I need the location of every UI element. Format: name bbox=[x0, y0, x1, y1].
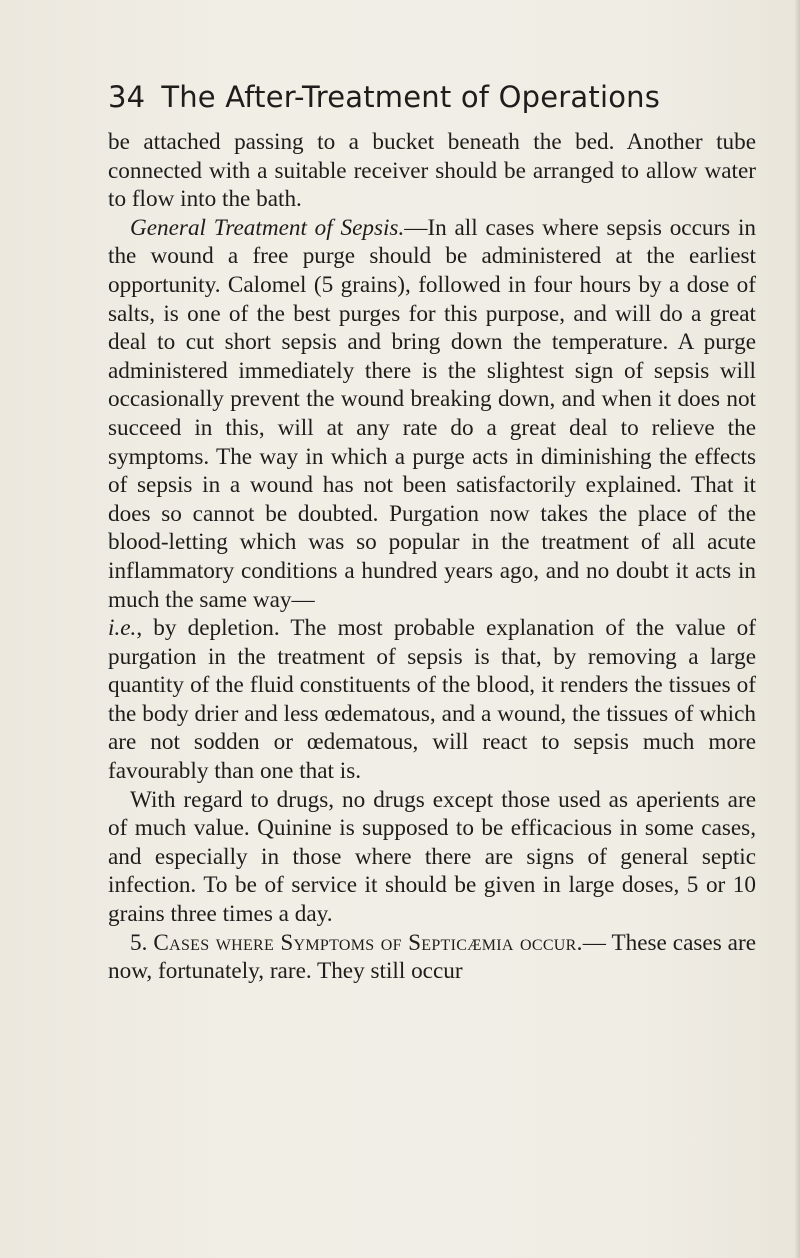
section-number: 5. bbox=[130, 929, 148, 956]
paragraph-text: — These cases are now, fortunately, rare. They still occur bbox=[108, 929, 756, 985]
section-heading-general-treatment: General Treatment of Sepsis. bbox=[130, 214, 405, 241]
paragraph-text-tail: , by depletion. The most probable explanation of the value of purgation in the treatment of sepsis is that, by removing a large quantity of the fluid constituents of the blood, it renders the tissues of the body drier and less œdematous, and a wound, the tissues of which are not sodden or œdematous, will react to sepsis much more favourably than one that is. bbox=[108, 615, 756, 785]
paragraph-continuation: be attached passing to a bucket beneath the bed. Another tube connected with a suitable receiver should be arranged to allow water to flow into the bath. bbox=[108, 129, 756, 213]
paragraph-general-treatment bbox=[108, 214, 756, 786]
abbreviation-ie: i.e. bbox=[108, 615, 137, 642]
paragraph-drugs: With regard to drugs, no drugs except those used as aperients are of much value. Quinine is supposed to be efficacious in some cases, and especially in those where there are signs of general septic infection. To be of service it should be given in large doses, 5 or 10 grains three times a day. bbox=[108, 786, 756, 928]
page-body bbox=[108, 128, 756, 986]
page-number: 34 bbox=[108, 80, 146, 114]
paragraph-septicaemia bbox=[108, 929, 756, 986]
paragraph-text: —In all cases where sepsis occurs in the wound a free purge should be administered at the earliest opportunity. Calomel (5 grains), followed in four hours by a dose of salts, is one of the best purges for this purpose, and will do a great deal to cut short sepsis and bring down the temperature. A purge administered immediately there is the slightest sign of sepsis will occasionally prevent the wound breaking down, and when it does not succeed in this, will at any rate do a great deal to relieve the symptoms. The way in which a purge acts in diminishing the effects of sepsis in a wound has not been satisfactorily explained. That it does so cannot be doubted. Purgation now takes the place of the blood-letting which was so popular in the treatment of all acute inflammatory conditions a hundred years ago, and no doubt it acts in much the same way— bbox=[108, 214, 756, 613]
running-title: The After-Treatment of Operations bbox=[161, 80, 661, 114]
page-edge-shadow bbox=[794, 0, 800, 1258]
running-header bbox=[108, 77, 748, 117]
section-heading-septicaemia: Cases where Symptoms of Septicæmia occur. bbox=[153, 929, 583, 956]
